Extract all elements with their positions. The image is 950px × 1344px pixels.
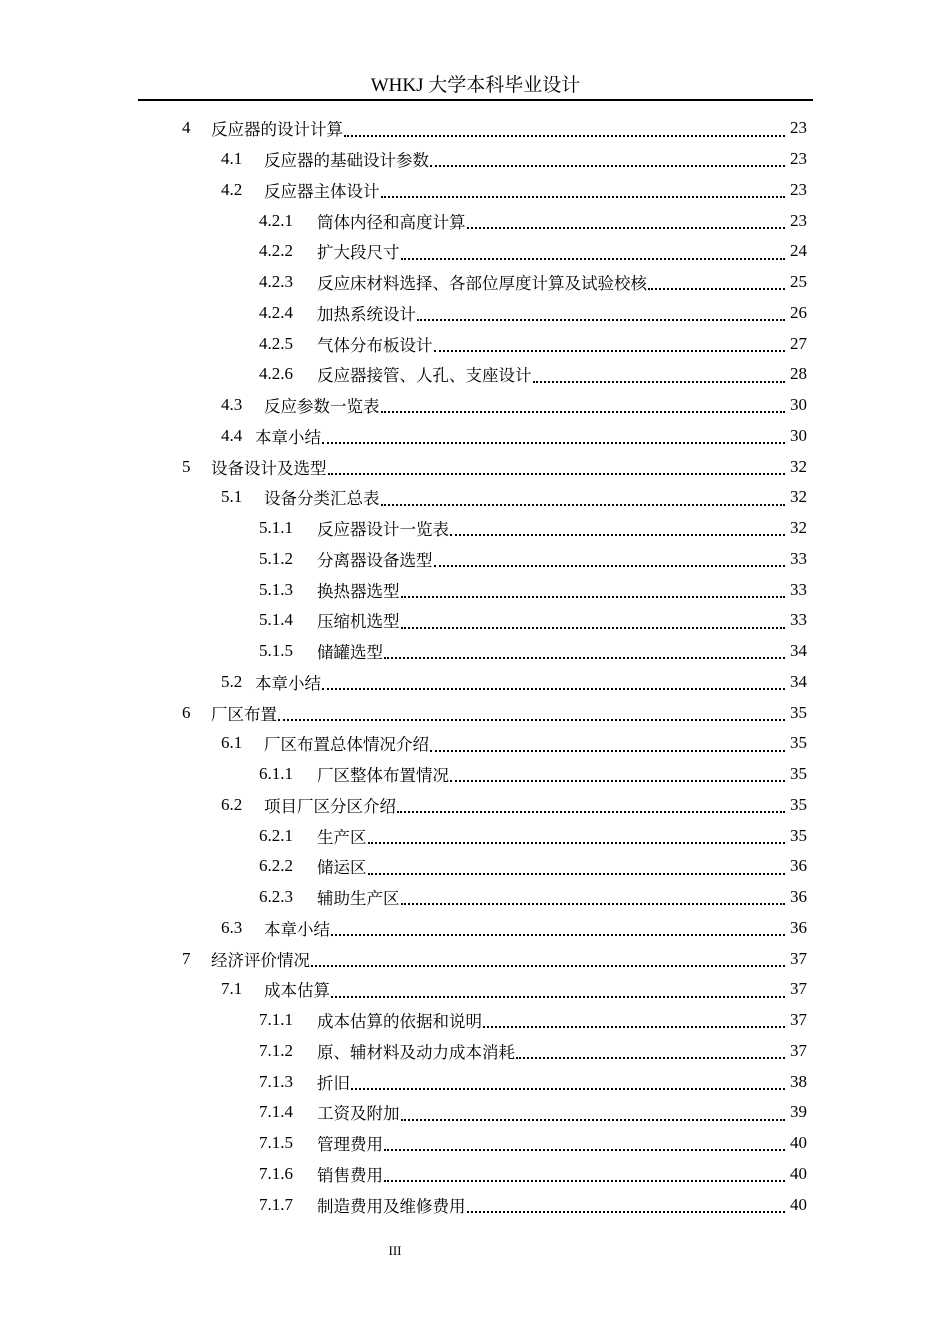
dot-leader bbox=[430, 750, 785, 752]
toc-entry-number: 6.2.2 bbox=[259, 856, 293, 876]
toc-entry-number: 6.2.3 bbox=[259, 887, 293, 907]
toc-entry-page: 37 bbox=[790, 1040, 807, 1060]
dot-leader bbox=[351, 1088, 785, 1090]
toc-entry-page: 33 bbox=[790, 610, 807, 630]
toc-entry-page: 33 bbox=[790, 548, 807, 568]
toc-entry-number: 5.1.4 bbox=[259, 610, 293, 630]
toc-entry-title: 折旧 bbox=[317, 1073, 350, 1093]
dot-leader bbox=[368, 873, 785, 875]
toc-entry-page: 25 bbox=[790, 272, 807, 292]
toc-entry-page: 33 bbox=[790, 579, 807, 599]
dot-leader bbox=[483, 1026, 785, 1028]
toc-entry-page: 40 bbox=[790, 1163, 807, 1183]
toc-entry-number: 4.2.5 bbox=[259, 333, 293, 353]
toc-entry[interactable] bbox=[0, 1128, 950, 1159]
toc-entry-page: 34 bbox=[790, 641, 807, 661]
toc-entry-number: 5.1.5 bbox=[259, 641, 293, 661]
toc-entry[interactable] bbox=[0, 636, 950, 667]
toc-entry-page: 39 bbox=[790, 1102, 807, 1122]
toc-entry-number: 6.2.1 bbox=[259, 825, 293, 845]
toc-entry[interactable] bbox=[0, 113, 950, 144]
toc-entry[interactable] bbox=[0, 1159, 950, 1190]
toc-entry[interactable] bbox=[0, 205, 950, 236]
toc-entry-number: 4.2.1 bbox=[259, 210, 293, 230]
toc-entry-title: 销售费用 bbox=[317, 1165, 383, 1185]
toc-entry-number: 5.1.3 bbox=[259, 579, 293, 599]
toc-entry[interactable] bbox=[0, 913, 950, 944]
toc-entry-number: 5 bbox=[182, 456, 191, 476]
toc-entry-page: 36 bbox=[790, 887, 807, 907]
toc-entry-number: 4.4 bbox=[221, 425, 243, 445]
toc-entry-title: 压缩机选型 bbox=[317, 612, 400, 632]
dot-leader bbox=[344, 135, 785, 137]
toc-entry-page: 40 bbox=[790, 1133, 807, 1153]
toc-entry-number: 4.2.4 bbox=[259, 302, 293, 322]
toc-entry[interactable] bbox=[0, 144, 950, 175]
toc-entry-title: 反应参数一览表 bbox=[264, 397, 380, 417]
running-header: WHKJ 大学本科毕业设计 bbox=[370, 75, 581, 96]
toc-entry[interactable] bbox=[0, 328, 950, 359]
toc-entry[interactable] bbox=[0, 1036, 950, 1067]
dot-leader bbox=[322, 688, 785, 690]
toc-entry-page: 27 bbox=[790, 333, 807, 353]
toc-entry-number: 4.2.2 bbox=[259, 241, 293, 261]
dot-leader bbox=[397, 811, 785, 813]
toc-entry-title: 本章小结 bbox=[264, 919, 330, 939]
dot-leader bbox=[331, 996, 785, 998]
toc-entry-page: 35 bbox=[790, 794, 807, 814]
toc-entry-title: 反应器接管、人孔、支座设计 bbox=[317, 366, 532, 386]
toc-entry-title: 设备分类汇总表 bbox=[264, 489, 380, 509]
toc-entry-number: 6 bbox=[182, 702, 191, 722]
toc-entry-page: 38 bbox=[790, 1071, 807, 1091]
dot-leader bbox=[467, 1211, 785, 1213]
toc-entry-number: 7.1.3 bbox=[259, 1071, 293, 1091]
toc-entry[interactable] bbox=[0, 175, 950, 206]
toc-entry-title: 本章小结 bbox=[255, 427, 321, 447]
toc-entry-number: 7.1.5 bbox=[259, 1133, 293, 1153]
toc-entry[interactable] bbox=[0, 943, 950, 974]
toc-entry-title: 项目厂区分区介绍 bbox=[264, 796, 396, 816]
toc-entry-title: 反应器的基础设计参数 bbox=[264, 151, 429, 171]
toc-entry-title: 反应器的设计计算 bbox=[211, 120, 343, 140]
toc-entry-title: 辅助生产区 bbox=[317, 889, 400, 909]
dot-leader bbox=[450, 780, 785, 782]
toc-entry[interactable] bbox=[0, 390, 950, 421]
toc-entry[interactable] bbox=[0, 267, 950, 298]
toc-entry-title: 管理费用 bbox=[317, 1135, 383, 1155]
toc-entry[interactable] bbox=[0, 1189, 950, 1220]
toc-entry-number: 7.1.4 bbox=[259, 1102, 293, 1122]
toc-entry-page: 32 bbox=[790, 487, 807, 507]
toc-entry-number: 4.2.3 bbox=[259, 272, 293, 292]
toc-entry-title: 厂区整体布置情况 bbox=[317, 766, 449, 786]
toc-entry-title: 反应器主体设计 bbox=[264, 181, 380, 201]
toc-entry-title: 气体分布板设计 bbox=[317, 335, 433, 355]
toc-entry-page: 35 bbox=[790, 702, 807, 722]
toc-entry[interactable] bbox=[0, 605, 950, 636]
toc-entry[interactable] bbox=[0, 1005, 950, 1036]
toc-entry[interactable] bbox=[0, 974, 950, 1005]
dot-leader bbox=[450, 534, 785, 536]
toc-entry-title: 经济评价情况 bbox=[211, 950, 310, 970]
toc-entry-page: 26 bbox=[790, 302, 807, 322]
toc-entry-number: 7.1.1 bbox=[259, 1010, 293, 1030]
dot-leader bbox=[331, 934, 785, 936]
page-number: III bbox=[388, 1243, 402, 1258]
toc-entry-number: 5.2 bbox=[221, 671, 243, 691]
toc-entry-page: 37 bbox=[790, 979, 807, 999]
toc-entry-title: 加热系统设计 bbox=[317, 304, 416, 324]
toc-entry[interactable] bbox=[0, 697, 950, 728]
toc-entry-number: 5.1.2 bbox=[259, 548, 293, 568]
dot-leader bbox=[401, 258, 785, 260]
dot-leader bbox=[322, 442, 785, 444]
toc-entry-title: 换热器选型 bbox=[317, 581, 400, 601]
toc-entry-page: 35 bbox=[790, 825, 807, 845]
toc-entry[interactable] bbox=[0, 451, 950, 482]
dot-leader bbox=[516, 1057, 785, 1059]
toc-entry-title: 厂区布置 bbox=[211, 704, 277, 724]
toc-entry-title: 本章小结 bbox=[255, 673, 321, 693]
toc-entry-title: 生产区 bbox=[317, 827, 367, 847]
dot-leader bbox=[311, 965, 785, 967]
dot-leader bbox=[381, 504, 785, 506]
toc-entry[interactable] bbox=[0, 574, 950, 605]
toc-entry[interactable] bbox=[0, 421, 950, 452]
toc-entry-title: 制造费用及维修费用 bbox=[317, 1196, 466, 1216]
toc-entry-title: 原、辅材料及动力成本消耗 bbox=[317, 1042, 515, 1062]
dot-leader bbox=[328, 473, 785, 475]
toc-entry[interactable] bbox=[0, 790, 950, 821]
toc-entry-title: 扩大段尺寸 bbox=[317, 243, 400, 263]
toc-entry[interactable] bbox=[0, 667, 950, 698]
dot-leader bbox=[381, 196, 785, 198]
toc-entry-number: 6.1.1 bbox=[259, 764, 293, 784]
toc-entry-title: 储罐选型 bbox=[317, 643, 383, 663]
toc-entry-number: 6.1 bbox=[221, 733, 243, 753]
dot-leader bbox=[434, 350, 785, 352]
toc-entry[interactable] bbox=[0, 820, 950, 851]
toc-entry-number: 5.1.1 bbox=[259, 518, 293, 538]
dot-leader bbox=[401, 903, 785, 905]
toc-entry-page: 30 bbox=[790, 395, 807, 415]
header-rule bbox=[138, 99, 813, 101]
toc-entry-number: 7.1 bbox=[221, 979, 243, 999]
toc-entry-title: 筒体内径和高度计算 bbox=[317, 212, 466, 232]
dot-leader bbox=[467, 227, 785, 229]
dot-leader bbox=[368, 842, 785, 844]
dot-leader bbox=[533, 381, 785, 383]
dot-leader bbox=[384, 657, 785, 659]
toc-entry-number: 6.3 bbox=[221, 917, 243, 937]
dot-leader bbox=[401, 1119, 785, 1121]
toc-entry-page: 37 bbox=[790, 1010, 807, 1030]
toc-entry-number: 7 bbox=[182, 948, 191, 968]
dot-leader bbox=[384, 1180, 785, 1182]
toc-entry-number: 7.1.2 bbox=[259, 1040, 293, 1060]
toc-entry-number: 4.1 bbox=[221, 149, 243, 169]
toc-entry-title: 工资及附加 bbox=[317, 1104, 400, 1124]
toc-entry-title: 分离器设备选型 bbox=[317, 550, 433, 570]
toc-entry[interactable] bbox=[0, 513, 950, 544]
toc-entry-title: 储运区 bbox=[317, 858, 367, 878]
toc-entry-page: 36 bbox=[790, 917, 807, 937]
toc-entry-page: 30 bbox=[790, 425, 807, 445]
dot-leader bbox=[430, 165, 785, 167]
toc-entry-page: 34 bbox=[790, 671, 807, 691]
toc-entry-page: 23 bbox=[790, 149, 807, 169]
toc-entry-title: 设备设计及选型 bbox=[211, 458, 327, 478]
toc-entry-page: 37 bbox=[790, 948, 807, 968]
dot-leader bbox=[417, 319, 785, 321]
toc-entry-title: 反应器设计一览表 bbox=[317, 520, 449, 540]
toc-entry[interactable] bbox=[0, 482, 950, 513]
table-of-contents bbox=[0, 113, 950, 1220]
toc-entry-title: 成本估算 bbox=[264, 981, 330, 1001]
toc-entry[interactable] bbox=[0, 298, 950, 329]
toc-entry-number: 4.2 bbox=[221, 179, 243, 199]
toc-entry-page: 24 bbox=[790, 241, 807, 261]
toc-entry-page: 32 bbox=[790, 518, 807, 538]
toc-entry-page: 23 bbox=[790, 118, 807, 138]
dot-leader bbox=[278, 719, 785, 721]
toc-entry-number: 4 bbox=[182, 118, 191, 138]
toc-entry[interactable] bbox=[0, 728, 950, 759]
toc-entry-number: 6.2 bbox=[221, 794, 243, 814]
toc-entry[interactable] bbox=[0, 1066, 950, 1097]
toc-entry-page: 40 bbox=[790, 1194, 807, 1214]
dot-leader bbox=[401, 627, 785, 629]
toc-entry[interactable] bbox=[0, 236, 950, 267]
dot-leader bbox=[381, 411, 785, 413]
toc-entry[interactable] bbox=[0, 1097, 950, 1128]
toc-entry-title: 反应床材料选择、各部位厚度计算及试验校核 bbox=[317, 274, 647, 294]
dot-leader bbox=[401, 596, 785, 598]
toc-entry-page: 32 bbox=[790, 456, 807, 476]
toc-entry-title: 成本估算的依据和说明 bbox=[317, 1012, 482, 1032]
toc-entry-number: 7.1.7 bbox=[259, 1194, 293, 1214]
toc-entry[interactable] bbox=[0, 759, 950, 790]
toc-entry[interactable] bbox=[0, 544, 950, 575]
toc-entry-page: 35 bbox=[790, 764, 807, 784]
toc-entry-page: 36 bbox=[790, 856, 807, 876]
toc-entry-title: 厂区布置总体情况介绍 bbox=[264, 735, 429, 755]
dot-leader bbox=[434, 565, 785, 567]
toc-entry-page: 28 bbox=[790, 364, 807, 384]
toc-entry-number: 7.1.6 bbox=[259, 1163, 293, 1183]
toc-entry-number: 4.3 bbox=[221, 395, 243, 415]
toc-entry[interactable] bbox=[0, 882, 950, 913]
toc-entry[interactable] bbox=[0, 851, 950, 882]
toc-entry-number: 5.1 bbox=[221, 487, 243, 507]
toc-entry-number: 4.2.6 bbox=[259, 364, 293, 384]
toc-entry-page: 35 bbox=[790, 733, 807, 753]
toc-entry-page: 23 bbox=[790, 210, 807, 230]
toc-entry[interactable] bbox=[0, 359, 950, 390]
toc-entry-page: 23 bbox=[790, 179, 807, 199]
dot-leader bbox=[384, 1149, 785, 1151]
dot-leader bbox=[648, 288, 785, 290]
